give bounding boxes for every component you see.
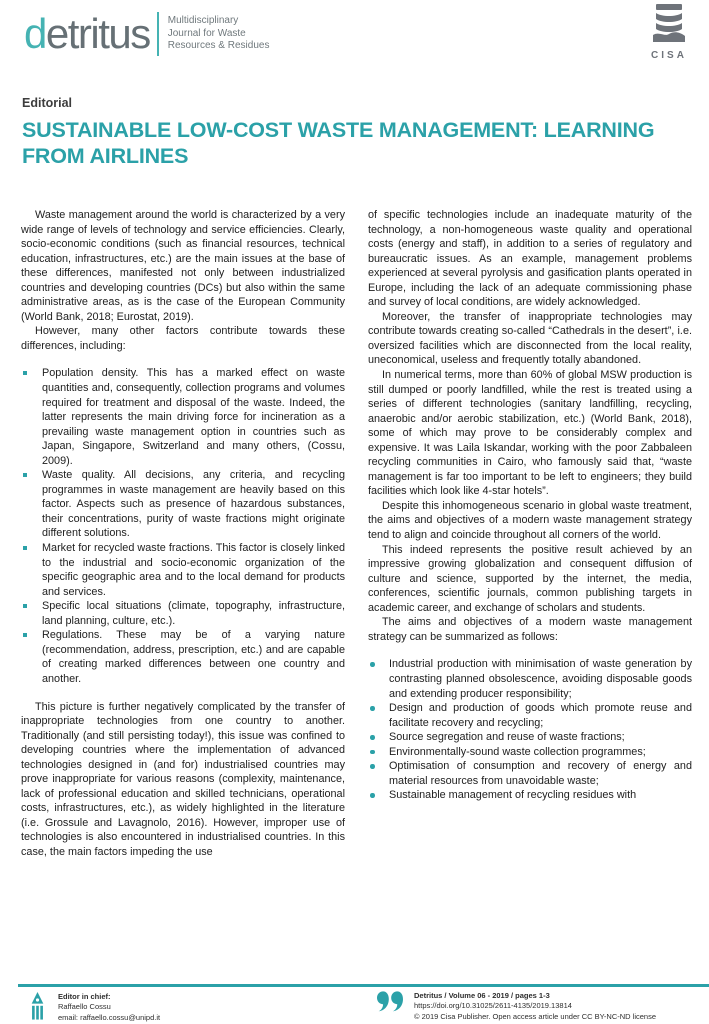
tagline-line: Resources & Residues [167, 40, 270, 52]
cisa-logo-icon [647, 4, 691, 44]
footer-divider [18, 984, 709, 987]
logo-letter-d: d [24, 10, 46, 57]
left-column [21, 208, 345, 860]
doi-link[interactable]: https://doi.org/10.31025/2611-4135/2019.13814 [414, 1001, 572, 1011]
logo-divider [157, 12, 159, 56]
editor-label: Editor in chief: [58, 992, 111, 1001]
tagline-line: Multidisciplinary [167, 15, 239, 27]
bullet-item: Waste quality. All decisions, any criteria, and recycling programmes in waste management are heavily based on this factor. Aspects such as presence of hazardous substances, their concentrations, purity of waste fractions might originate different solutions. [21, 468, 345, 541]
footer-citation-block [377, 991, 656, 1022]
bullet-item: Industrial production with minimisation of waste generation by contrasting planned obsolescence, avoiding disposable goods and extending producer responsibility; [368, 657, 692, 701]
license-line: © 2019 Cisa Publisher. Open access article under CC BY-NC-ND license [414, 1011, 657, 1021]
editor-name: Raffaello Cossu [58, 1002, 111, 1012]
citation-info [414, 991, 656, 1022]
paragraph: Moreover, the transfer of inappropriate technologies may contribute towards creating so-called “Cathedrals in the desert”, i.e. oversized facilities which are disconnected from the local reality, uneconomical, useless and frequently totally abandoned. [368, 310, 692, 367]
bullet-item: Sustainable management of recycling residues with [368, 788, 692, 803]
right-column-paragraphs [368, 208, 692, 644]
article-body [21, 208, 692, 860]
paragraph: However, many other factors contribute towards these differences, including: [21, 325, 345, 352]
paragraph: Despite this inhomogeneous scenario in global waste treatment, the aims and objectives of a modern waste management strategy tend to align and coincide throughout all corners of the world. [368, 499, 692, 542]
bullet-item: Source segregation and reuse of waste fractions; [368, 730, 692, 745]
article-title: SUSTAINABLE LOW-COST WASTE MANAGEMENT: LEARNING FROM AIRLINES [22, 118, 655, 168]
bullet-item: Market for recycled waste fractions. This factor is closely linked to the industrial and socio-economic organization of the specific geographic area and to the local demand for products and services. [21, 541, 345, 599]
detritus-wordmark [24, 10, 150, 57]
cisa-logo [643, 4, 695, 61]
bullet-item: Population density. This has a marked effect on waste quantities and, consequently, collection programs and volumes required for treatment and disposal of the waste. Indeed, the latter represents the main driving force for incineration as a prevailing waste management option in countries such as Japan, Singapore, Switzerland and many others, (Cossu, 2009). [21, 366, 345, 468]
tagline-line: Journal for Waste [167, 27, 246, 39]
factors-bullet-list [21, 366, 345, 686]
cisa-caption: CISA [651, 50, 687, 61]
paragraph: In numerical terms, more than 60% of global MSW production is still dumped or poorly landfilled, while the rest is treated using a series of different technologies (sanitary landfilling, recycling, anaerobic and/or aerobic stabilization, etc.) (World Bank, 2018), some of which may prove to be considerably complex and expensive. It was Laila Iskandar, working with the poor Zabbaleen recycling communities in Cairo, who famously said that, “waste management is far too important to be left to engineers; they build facilities which look like 4-star hotels”. [368, 369, 692, 498]
editor-info [58, 992, 160, 1023]
paragraph: The aims and objectives of a modern waste management strategy can be summarized as follows: [368, 616, 692, 643]
quote-icon [377, 991, 404, 1012]
paragraph: This indeed represents the positive result achieved by an impressive growing globalization and consequent diffusion of culture and science, supported by the internet, the media, conferences, scientific journals, common publishing targets in academic career, and exchange of scholars and students. [368, 543, 692, 614]
paragraph: of specific technologies include an inadequate maturity of the technology, a non-homogeneous waste quality and operational costs (energy and staff), in addition to a series of regulatory and bureaucratic issues. As an example, management problems experienced at several pyrolysis and gasification plants operated in Europe, including the lack of an adequate commissioning phase and survey of local conditions, are widely acknowledged. [368, 209, 692, 309]
paragraph: Waste management around the world is characterized by a very wide range of levels of technology and service efficiencies. Clearly, socio-economic conditions (such as financial resources, technical education, infrastructures, etc.) are the main issues at the base of these differences, manifested not only between industrialized countries and developing countries (DCs) but also within the same administrative areas, as is the case of the European Community (World Bank, 2018; Eurostat, 2019). [21, 209, 345, 323]
editor-email[interactable]: email: raffaello.cossu@unipd.it [58, 1012, 161, 1022]
footer-editor-block [30, 992, 160, 1023]
journal-volume-line: Detritus / Volume 06 - 2019 / pages 1-3 [414, 991, 550, 1000]
logo-letters-etritus: etritus [45, 10, 150, 57]
bullet-item: Specific local situations (climate, topography, infrastructure, land planning, culture, etc.). [21, 599, 345, 628]
paragraph: This picture is further negatively complicated by the transfer of inappropriate technologies from one country to another. Traditionally (and still persisting today!), this issue was confined to developing countries where the implementation of advanced technologies designed in (and for) industrialised countries may prove inappropriate for various reasons (complexity, maintenance, lack of professional education and skilled technicians, operational costs, infrastructures, etc.), as widely highlighted in the literature (i.e. Grossule and Lavagnolo, 2016). However, improper use of technologies is also encountered in industrialised countries. In this case, the main factors impeding the use [21, 700, 345, 858]
pen-nib-icon [30, 992, 45, 1021]
objectives-bullet-list [368, 657, 692, 802]
bullet-item: Regulations. These may be of a varying nature (recommendation, address, prescription, etc.) and are capable of creating marked differences between one country and another. [21, 628, 345, 686]
bullet-item: Design and production of goods which promote reuse and facilitate recovery and recycling; [368, 701, 692, 730]
bullet-item: Optimisation of consumption and recovery of energy and material resources from unavoidable waste; [368, 759, 692, 788]
bullet-item: Environmentally-sound waste collection programmes; [368, 745, 692, 760]
right-column [368, 208, 692, 860]
detritus-logo [24, 12, 269, 56]
article-kicker: Editorial [22, 96, 73, 110]
journal-tagline [168, 15, 270, 53]
